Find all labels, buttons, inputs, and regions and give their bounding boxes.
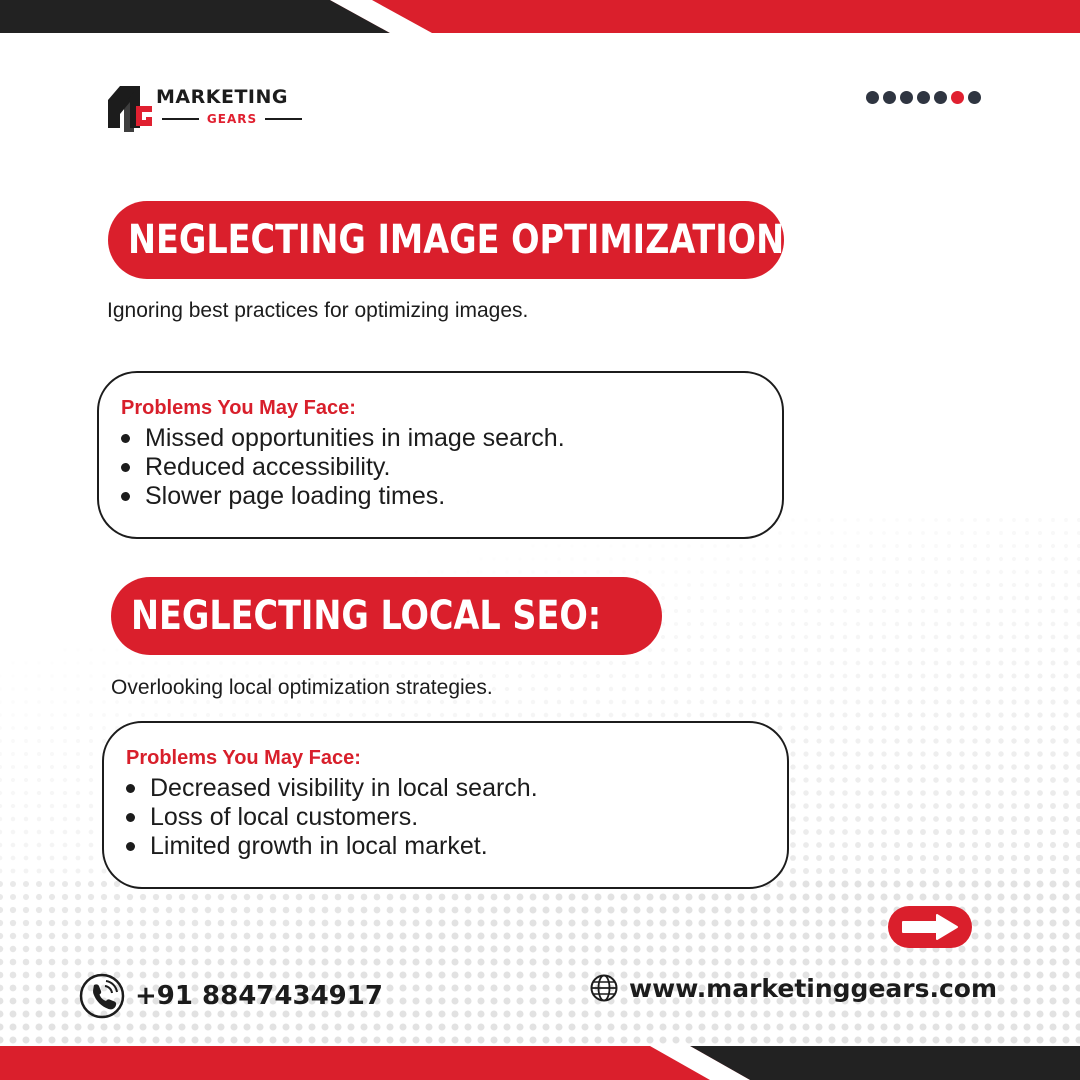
problems-list — [126, 774, 787, 861]
problems-box-image-optimization — [97, 371, 784, 539]
problem-text: Slower page loading times. — [145, 482, 446, 510]
pager-dot[interactable] — [951, 91, 964, 104]
contact-phone[interactable] — [79, 973, 383, 1019]
contact-website[interactable] — [589, 973, 997, 1003]
globe-icon — [589, 973, 619, 1003]
bullet-icon — [121, 434, 130, 443]
top-banner-stripe — [0, 0, 1080, 34]
slide-pager[interactable] — [866, 91, 981, 104]
arrow-right-icon — [899, 912, 961, 942]
problem-item — [126, 774, 787, 803]
problem-text: Loss of local customers. — [150, 803, 419, 831]
section-heading-text: NEGLECTING IMAGE OPTIMIZATION: — [128, 217, 798, 263]
problem-item — [126, 803, 787, 832]
brand-name-top: MARKETING — [156, 86, 288, 108]
problem-text: Missed opportunities in image search. — [145, 424, 565, 452]
section-subtitle: Ignoring best practices for optimizing images. — [107, 299, 529, 322]
phone-icon — [79, 973, 125, 1019]
brand-rule-left — [162, 118, 199, 120]
brand-name-bottom: GEARS — [206, 112, 258, 126]
problems-box-local-seo — [102, 721, 789, 889]
next-slide-button[interactable] — [888, 906, 972, 948]
mg-logo-icon — [106, 80, 156, 136]
brand-logo[interactable] — [106, 80, 306, 136]
bullet-icon — [121, 463, 130, 472]
problem-item — [121, 424, 782, 453]
problem-item — [121, 453, 782, 482]
section-heading-local-seo — [111, 577, 662, 655]
bullet-icon — [121, 492, 130, 501]
pager-dot[interactable] — [883, 91, 896, 104]
problems-title: Problems You May Face: — [121, 397, 356, 419]
brand-rule-right — [265, 118, 302, 120]
problem-item — [126, 832, 787, 861]
pager-dot[interactable] — [900, 91, 913, 104]
website-url: www.marketinggears.com — [629, 973, 998, 1003]
bullet-icon — [126, 842, 135, 851]
section-subtitle: Overlooking local optimization strategies. — [111, 676, 493, 699]
bullet-icon — [126, 813, 135, 822]
pager-dot[interactable] — [917, 91, 930, 104]
pager-dot[interactable] — [968, 91, 981, 104]
problem-text: Reduced accessibility. — [145, 453, 391, 481]
problem-text: Limited growth in local market. — [150, 832, 488, 860]
problem-item — [121, 482, 782, 511]
brand-name-bottom-row — [162, 111, 302, 127]
section-heading-image-optimization — [108, 201, 798, 279]
section-heading-text: NEGLECTING LOCAL SEO: — [131, 593, 602, 639]
bullet-icon — [126, 784, 135, 793]
phone-number: +91 8847434917 — [135, 981, 383, 1011]
problem-text: Decreased visibility in local search. — [150, 774, 538, 802]
pager-dot[interactable] — [934, 91, 947, 104]
problems-list — [121, 424, 782, 511]
pager-dot[interactable] — [866, 91, 879, 104]
problems-title: Problems You May Face: — [126, 747, 361, 769]
